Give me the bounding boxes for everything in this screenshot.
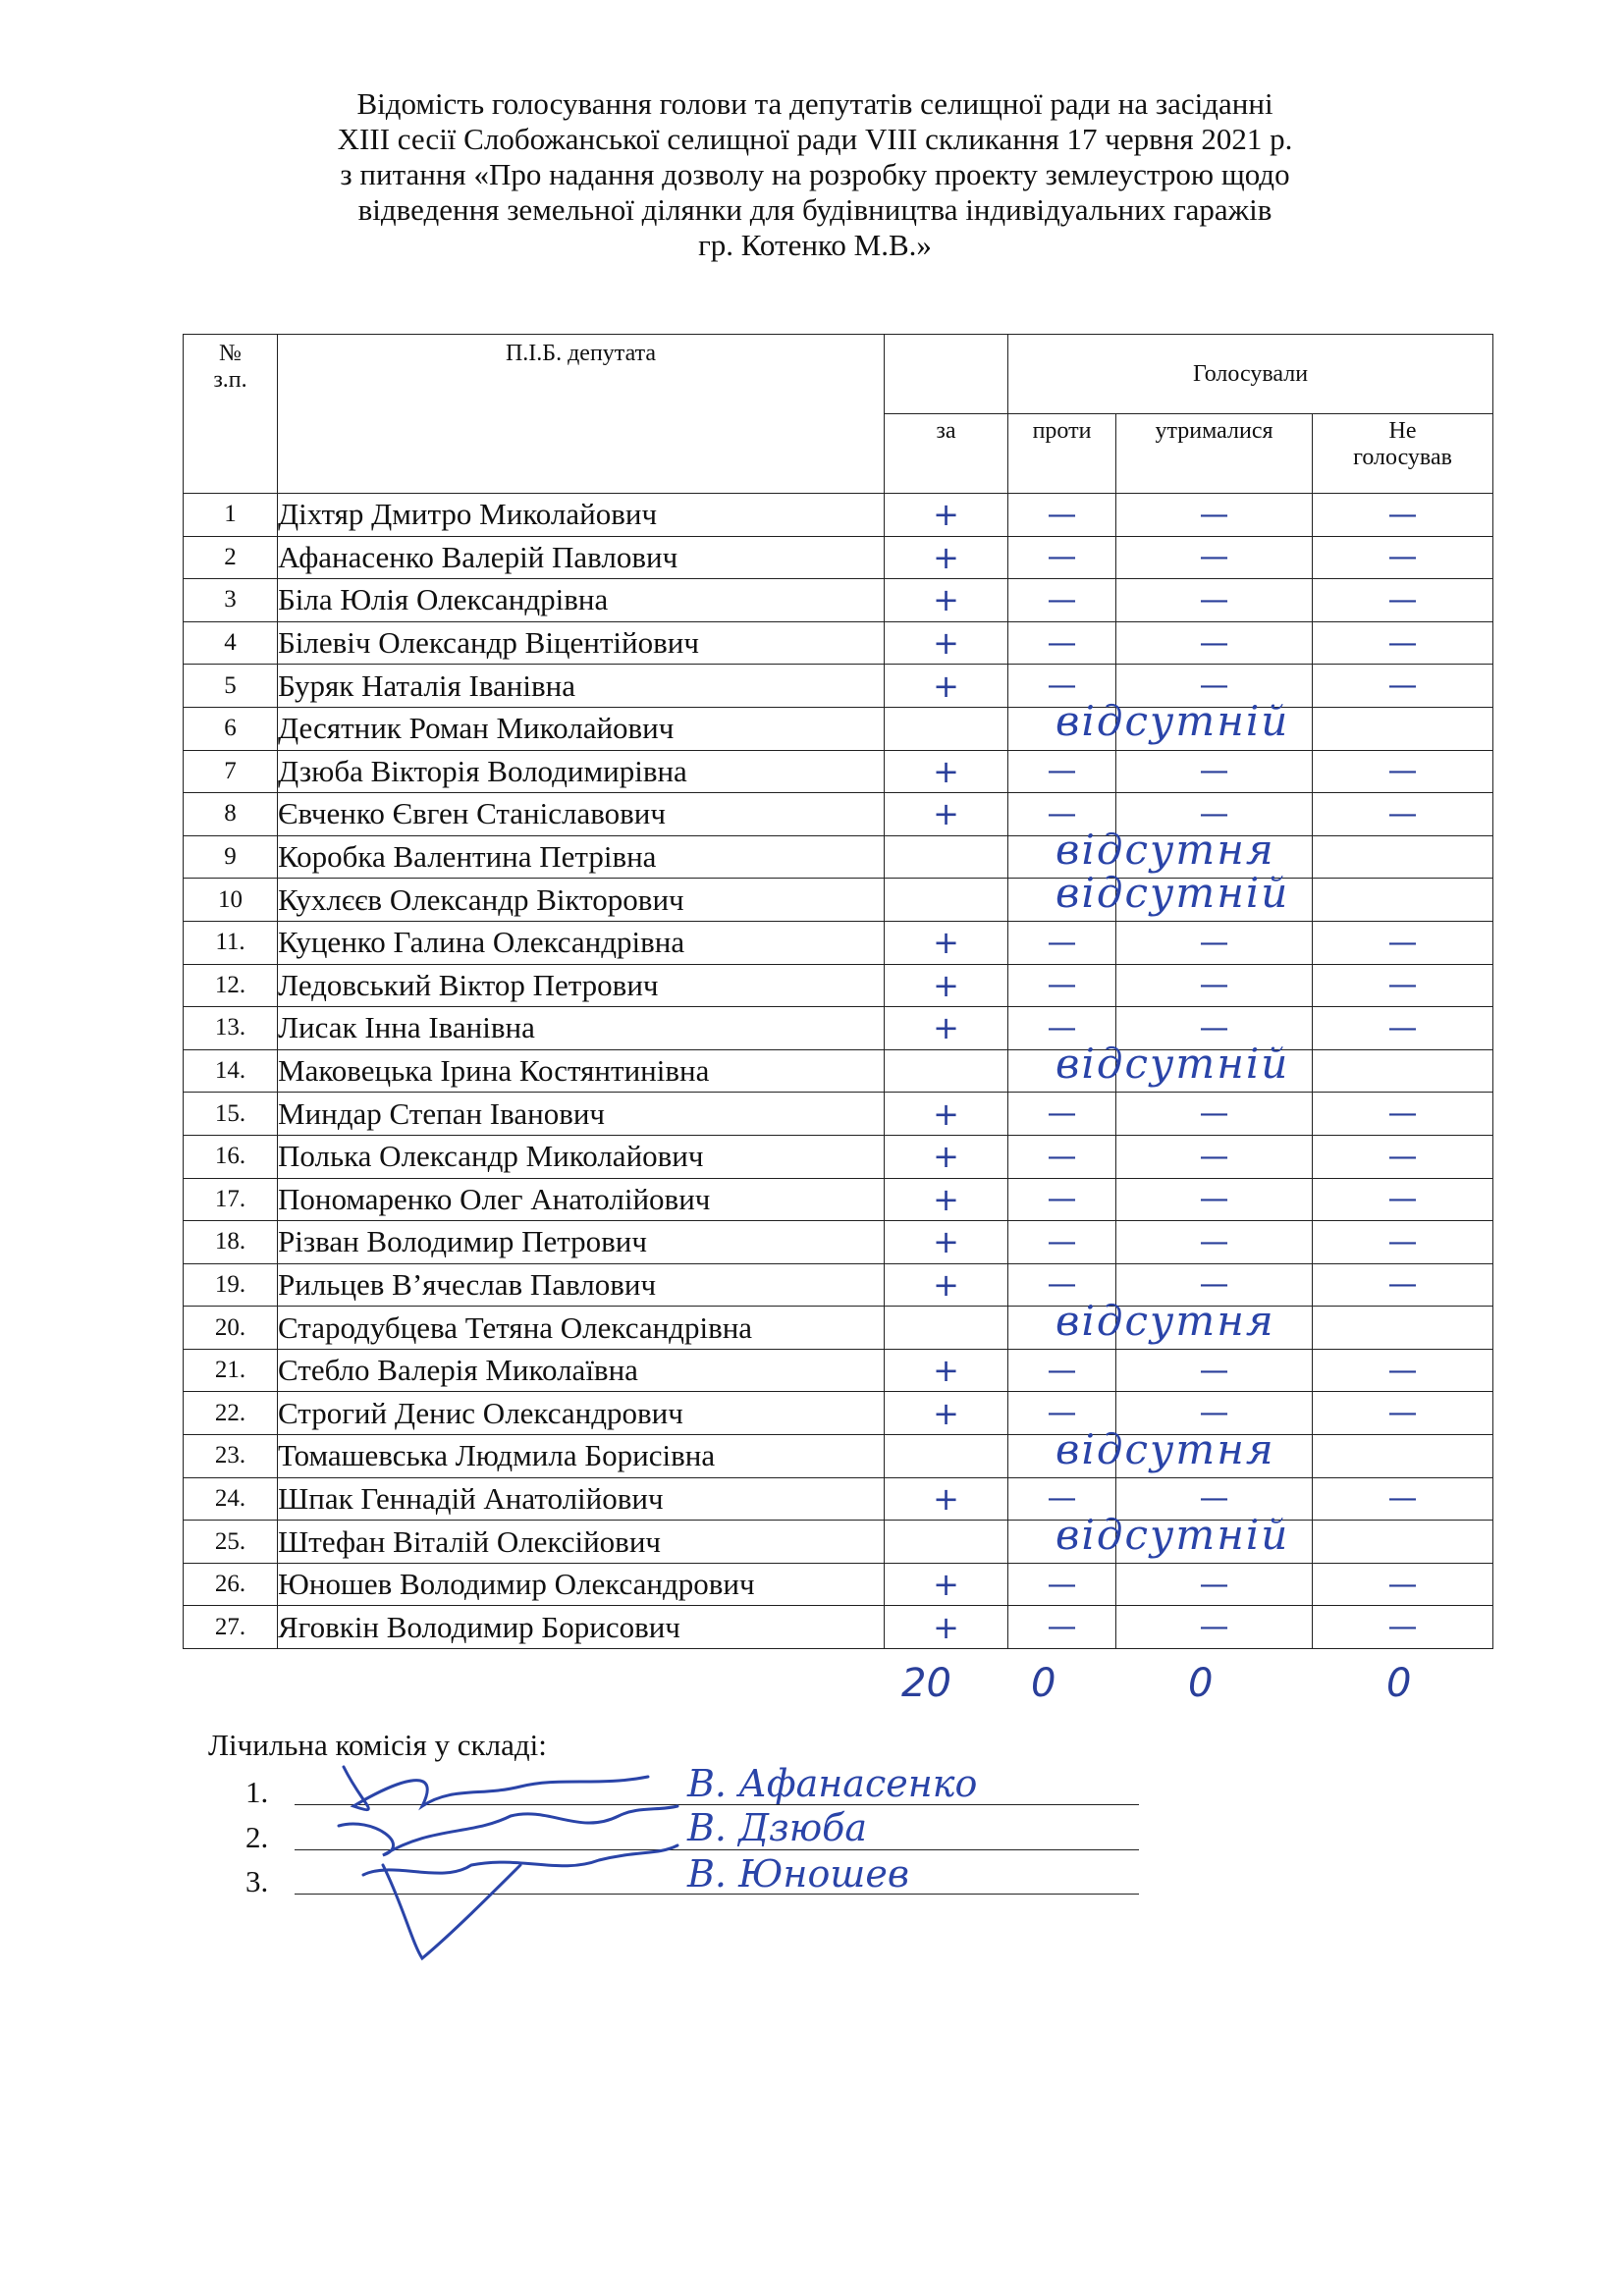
vote-not-voted <box>1313 835 1493 879</box>
total-against: 0 <box>1031 1661 1056 1706</box>
commission-member-name: В. Юношев <box>687 1852 909 1896</box>
absent-note: відсутній <box>1056 1040 1290 1089</box>
table-row <box>184 921 1493 964</box>
table-row <box>184 1563 1493 1606</box>
vote-for: + <box>885 579 1008 622</box>
table-row <box>184 1221 1493 1264</box>
deputy-name: Стародубцева Тетяна Олександрівна <box>278 1307 885 1350</box>
deputy-name: Томашевська Людмила Борисівна <box>278 1435 885 1478</box>
absent-note: відсутній <box>1056 697 1290 746</box>
row-number: 14. <box>184 1049 278 1093</box>
member-number: 3. <box>245 1864 269 1898</box>
deputy-name: Лисак Інна Іванівна <box>278 1007 885 1050</box>
table-row <box>184 1007 1493 1050</box>
vote-abstained: — <box>1116 621 1313 665</box>
vote-for: + <box>885 494 1008 537</box>
header-blank <box>885 335 1008 414</box>
signature-scribbles <box>324 1747 697 1973</box>
header-against: проти <box>1008 414 1116 494</box>
voting-table <box>183 334 1493 1649</box>
vote-not-voted: — <box>1313 1263 1493 1307</box>
table-row <box>184 707 1493 750</box>
vote-against: — <box>1008 750 1116 793</box>
vote-for: + <box>885 536 1008 579</box>
row-number: 5 <box>184 665 278 708</box>
vote-not-voted <box>1313 1521 1493 1564</box>
table-row <box>184 1521 1493 1564</box>
vote-not-voted: — <box>1313 1349 1493 1392</box>
vote-abstained: — <box>1116 1221 1313 1264</box>
header-num: № з.п. <box>184 335 278 494</box>
vote-not-voted: — <box>1313 793 1493 836</box>
table-row <box>184 1178 1493 1221</box>
vote-for: + <box>885 750 1008 793</box>
header-not-voted: Не голосував <box>1313 414 1493 494</box>
row-number: 11. <box>184 921 278 964</box>
table-row <box>184 1349 1493 1392</box>
deputy-name: Афанасенко Валерій Павлович <box>278 536 885 579</box>
row-number: 6 <box>184 707 278 750</box>
vote-for <box>885 1435 1008 1478</box>
vote-against: — <box>1008 1178 1116 1221</box>
vote-for <box>885 707 1008 750</box>
vote-not-voted: — <box>1313 536 1493 579</box>
vote-not-voted: — <box>1313 1606 1493 1649</box>
vote-against: — <box>1008 494 1116 537</box>
vote-not-voted: — <box>1313 1221 1493 1264</box>
vote-abstained: — <box>1116 665 1313 708</box>
vote-not-voted <box>1313 879 1493 922</box>
total-for: 20 <box>901 1661 951 1706</box>
vote-against: — <box>1008 921 1116 964</box>
vote-for: + <box>885 1135 1008 1178</box>
row-number: 23. <box>184 1435 278 1478</box>
title-line: XIII сесії Слобожанської селищної ради VIII скликання 17 червня 2021 р. <box>337 122 1293 156</box>
vote-for <box>885 1049 1008 1093</box>
absent-note: відсутня <box>1056 826 1275 875</box>
deputy-name: Маковецька Ірина Костянтинівна <box>278 1049 885 1093</box>
title-line: з питання «Про надання дозволу на розробку проекту землеустрою щодо <box>340 157 1290 191</box>
absent-note: відсутня <box>1056 1296 1275 1345</box>
title-line: гр. Котенко М.В.» <box>698 228 932 262</box>
row-number: 18. <box>184 1221 278 1264</box>
vote-abstained: — <box>1116 579 1313 622</box>
deputy-name: Яговкін Володимир Борисович <box>278 1606 885 1649</box>
vote-for <box>885 1521 1008 1564</box>
vote-not-voted <box>1313 1435 1493 1478</box>
deputy-name: Штефан Віталій Олексійович <box>278 1521 885 1564</box>
commission-line-2 <box>245 1820 268 1855</box>
commission-member-name: В. Дзюба <box>687 1806 868 1849</box>
vote-against: — <box>1008 964 1116 1007</box>
row-number: 13. <box>184 1007 278 1050</box>
vote-abstained: — <box>1116 1093 1313 1136</box>
row-number: 2 <box>184 536 278 579</box>
vote-not-voted: — <box>1313 1007 1493 1050</box>
title-line: відведення земельної ділянки для будівництва індивідуальних гаражів <box>357 192 1272 227</box>
deputy-name: Куценко Галина Олександрівна <box>278 921 885 964</box>
vote-for: + <box>885 793 1008 836</box>
table-row <box>184 621 1493 665</box>
vote-against: — <box>1008 793 1116 836</box>
deputy-name: Дзюба Вікторія Володимирівна <box>278 750 885 793</box>
vote-against: — <box>1008 1263 1116 1307</box>
table-row <box>184 964 1493 1007</box>
table-row <box>184 1392 1493 1435</box>
table-row <box>184 579 1493 622</box>
row-number: 20. <box>184 1307 278 1350</box>
row-number: 1 <box>184 494 278 537</box>
vote-not-voted <box>1313 1049 1493 1093</box>
vote-for <box>885 879 1008 922</box>
vote-abstained: — <box>1116 793 1313 836</box>
vote-abstained: — <box>1116 1477 1313 1521</box>
vote-not-voted: — <box>1313 494 1493 537</box>
vote-abstained: — <box>1116 1178 1313 1221</box>
deputy-name: Шпак Геннадій Анатолійович <box>278 1477 885 1521</box>
row-number: 25. <box>184 1521 278 1564</box>
absent-note: відсутній <box>1056 1510 1290 1559</box>
deputy-name: Полька Олександр Миколайович <box>278 1135 885 1178</box>
table-row <box>184 536 1493 579</box>
deputy-name: Строгий Денис Олександрович <box>278 1392 885 1435</box>
member-number: 2. <box>245 1820 269 1854</box>
row-number: 4 <box>184 621 278 665</box>
vote-for: + <box>885 964 1008 1007</box>
row-number: 22. <box>184 1392 278 1435</box>
row-number: 19. <box>184 1263 278 1307</box>
vote-against: — <box>1008 536 1116 579</box>
vote-abstained: — <box>1116 1563 1313 1606</box>
vote-for: + <box>885 1349 1008 1392</box>
table-row <box>184 665 1493 708</box>
deputy-name: Кухлєєв Олександр Вікторович <box>278 879 885 922</box>
table-row <box>184 793 1493 836</box>
table-row <box>184 494 1493 537</box>
vote-against: — <box>1008 1007 1116 1050</box>
vote-against: — <box>1008 621 1116 665</box>
commission-label: Лічильна комісія у складі: <box>208 1728 547 1762</box>
vote-not-voted: — <box>1313 1093 1493 1136</box>
vote-not-voted: — <box>1313 665 1493 708</box>
deputy-name: Десятник Роман Миколайович <box>278 707 885 750</box>
absent-note: відсутня <box>1056 1424 1275 1473</box>
vote-abstained: — <box>1116 494 1313 537</box>
header-voted: Голосували <box>1008 335 1493 414</box>
vote-for: + <box>885 1007 1008 1050</box>
vote-against: — <box>1008 665 1116 708</box>
commission-line-3 <box>245 1864 268 1899</box>
vote-not-voted: — <box>1313 621 1493 665</box>
vote-abstained: — <box>1116 1135 1313 1178</box>
vote-not-voted: — <box>1313 1392 1493 1435</box>
vote-against: — <box>1008 1477 1116 1521</box>
deputy-name: Пономаренко Олег Анатолійович <box>278 1178 885 1221</box>
row-number: 12. <box>184 964 278 1007</box>
deputy-name: Різван Володимир Петрович <box>278 1221 885 1264</box>
row-number: 26. <box>184 1563 278 1606</box>
deputy-name: Коробка Валентина Петрівна <box>278 835 885 879</box>
table-row <box>184 879 1493 922</box>
document-title <box>177 86 1453 263</box>
vote-abstained: — <box>1116 536 1313 579</box>
table-row <box>184 1093 1493 1136</box>
vote-abstained: — <box>1116 964 1313 1007</box>
vote-for: + <box>885 1263 1008 1307</box>
vote-for: + <box>885 665 1008 708</box>
deputy-name: Миндар Степан Іванович <box>278 1093 885 1136</box>
vote-for: + <box>885 1178 1008 1221</box>
vote-abstained: — <box>1116 1263 1313 1307</box>
deputy-name: Юношев Володимир Олександрович <box>278 1563 885 1606</box>
row-number: 27. <box>184 1606 278 1649</box>
vote-abstained: — <box>1116 921 1313 964</box>
table-row <box>184 1477 1493 1521</box>
vote-for: + <box>885 1477 1008 1521</box>
row-number: 3 <box>184 579 278 622</box>
header-name: П.І.Б. депутата <box>278 335 885 494</box>
vote-for: + <box>885 1093 1008 1136</box>
row-number: 17. <box>184 1178 278 1221</box>
vote-against: — <box>1008 1349 1116 1392</box>
vote-not-voted <box>1313 1307 1493 1350</box>
table-row <box>184 750 1493 793</box>
vote-for: + <box>885 621 1008 665</box>
table-row <box>184 1049 1493 1093</box>
vote-for <box>885 835 1008 879</box>
vote-abstained: — <box>1116 1007 1313 1050</box>
deputy-name: Буряк Наталія Іванівна <box>278 665 885 708</box>
table-row <box>184 835 1493 879</box>
vote-not-voted: — <box>1313 921 1493 964</box>
table-row <box>184 1435 1493 1478</box>
vote-not-voted: — <box>1313 1135 1493 1178</box>
total-not-voted: 0 <box>1386 1661 1412 1706</box>
vote-for: + <box>885 1392 1008 1435</box>
vote-not-voted: — <box>1313 1477 1493 1521</box>
vote-against: — <box>1008 579 1116 622</box>
row-number: 21. <box>184 1349 278 1392</box>
vote-against: — <box>1008 1392 1116 1435</box>
deputy-name: Біла Юлія Олександрівна <box>278 579 885 622</box>
vote-for: + <box>885 1221 1008 1264</box>
table-row <box>184 1606 1493 1649</box>
vote-abstained: — <box>1116 1392 1313 1435</box>
row-number: 8 <box>184 793 278 836</box>
vote-not-voted: — <box>1313 1563 1493 1606</box>
deputy-name: Євченко Євген Станіславович <box>278 793 885 836</box>
row-number: 10 <box>184 879 278 922</box>
deputy-name: Білевіч Олександр Віцентійович <box>278 621 885 665</box>
total-abstained: 0 <box>1188 1661 1214 1706</box>
table-row <box>184 1307 1493 1350</box>
vote-against: — <box>1008 1135 1116 1178</box>
member-number: 1. <box>245 1775 269 1809</box>
vote-not-voted: — <box>1313 579 1493 622</box>
row-number: 9 <box>184 835 278 879</box>
vote-against: — <box>1008 1221 1116 1264</box>
vote-for: + <box>885 1563 1008 1606</box>
vote-against: — <box>1008 1606 1116 1649</box>
commission-line-1 <box>245 1775 268 1810</box>
vote-against: — <box>1008 1093 1116 1136</box>
table-row <box>184 1135 1493 1178</box>
vote-not-voted: — <box>1313 750 1493 793</box>
header-for: за <box>885 414 1008 494</box>
vote-not-voted: — <box>1313 964 1493 1007</box>
table-row <box>184 1263 1493 1307</box>
vote-abstained: — <box>1116 1606 1313 1649</box>
header-abstained: утрималися <box>1116 414 1313 494</box>
row-number: 24. <box>184 1477 278 1521</box>
commission-member-name: В. Афанасенко <box>687 1762 978 1805</box>
vote-against: — <box>1008 1563 1116 1606</box>
deputy-name: Рильцев В’ячеслав Павлович <box>278 1263 885 1307</box>
vote-not-voted <box>1313 707 1493 750</box>
vote-for: + <box>885 1606 1008 1649</box>
vote-for: + <box>885 921 1008 964</box>
deputy-name: Ледовський Віктор Петрович <box>278 964 885 1007</box>
vote-abstained: — <box>1116 1349 1313 1392</box>
deputy-name: Діхтяр Дмитро Миколайович <box>278 494 885 537</box>
vote-abstained: — <box>1116 750 1313 793</box>
row-number: 16. <box>184 1135 278 1178</box>
vote-not-voted: — <box>1313 1178 1493 1221</box>
deputy-name: Стебло Валерія Миколаївна <box>278 1349 885 1392</box>
row-number: 15. <box>184 1093 278 1136</box>
absent-note: відсутній <box>1056 868 1290 917</box>
title-line: Відомість голосування голови та депутатів селищної ради на засіданні <box>356 86 1273 121</box>
vote-for <box>885 1307 1008 1350</box>
row-number: 7 <box>184 750 278 793</box>
